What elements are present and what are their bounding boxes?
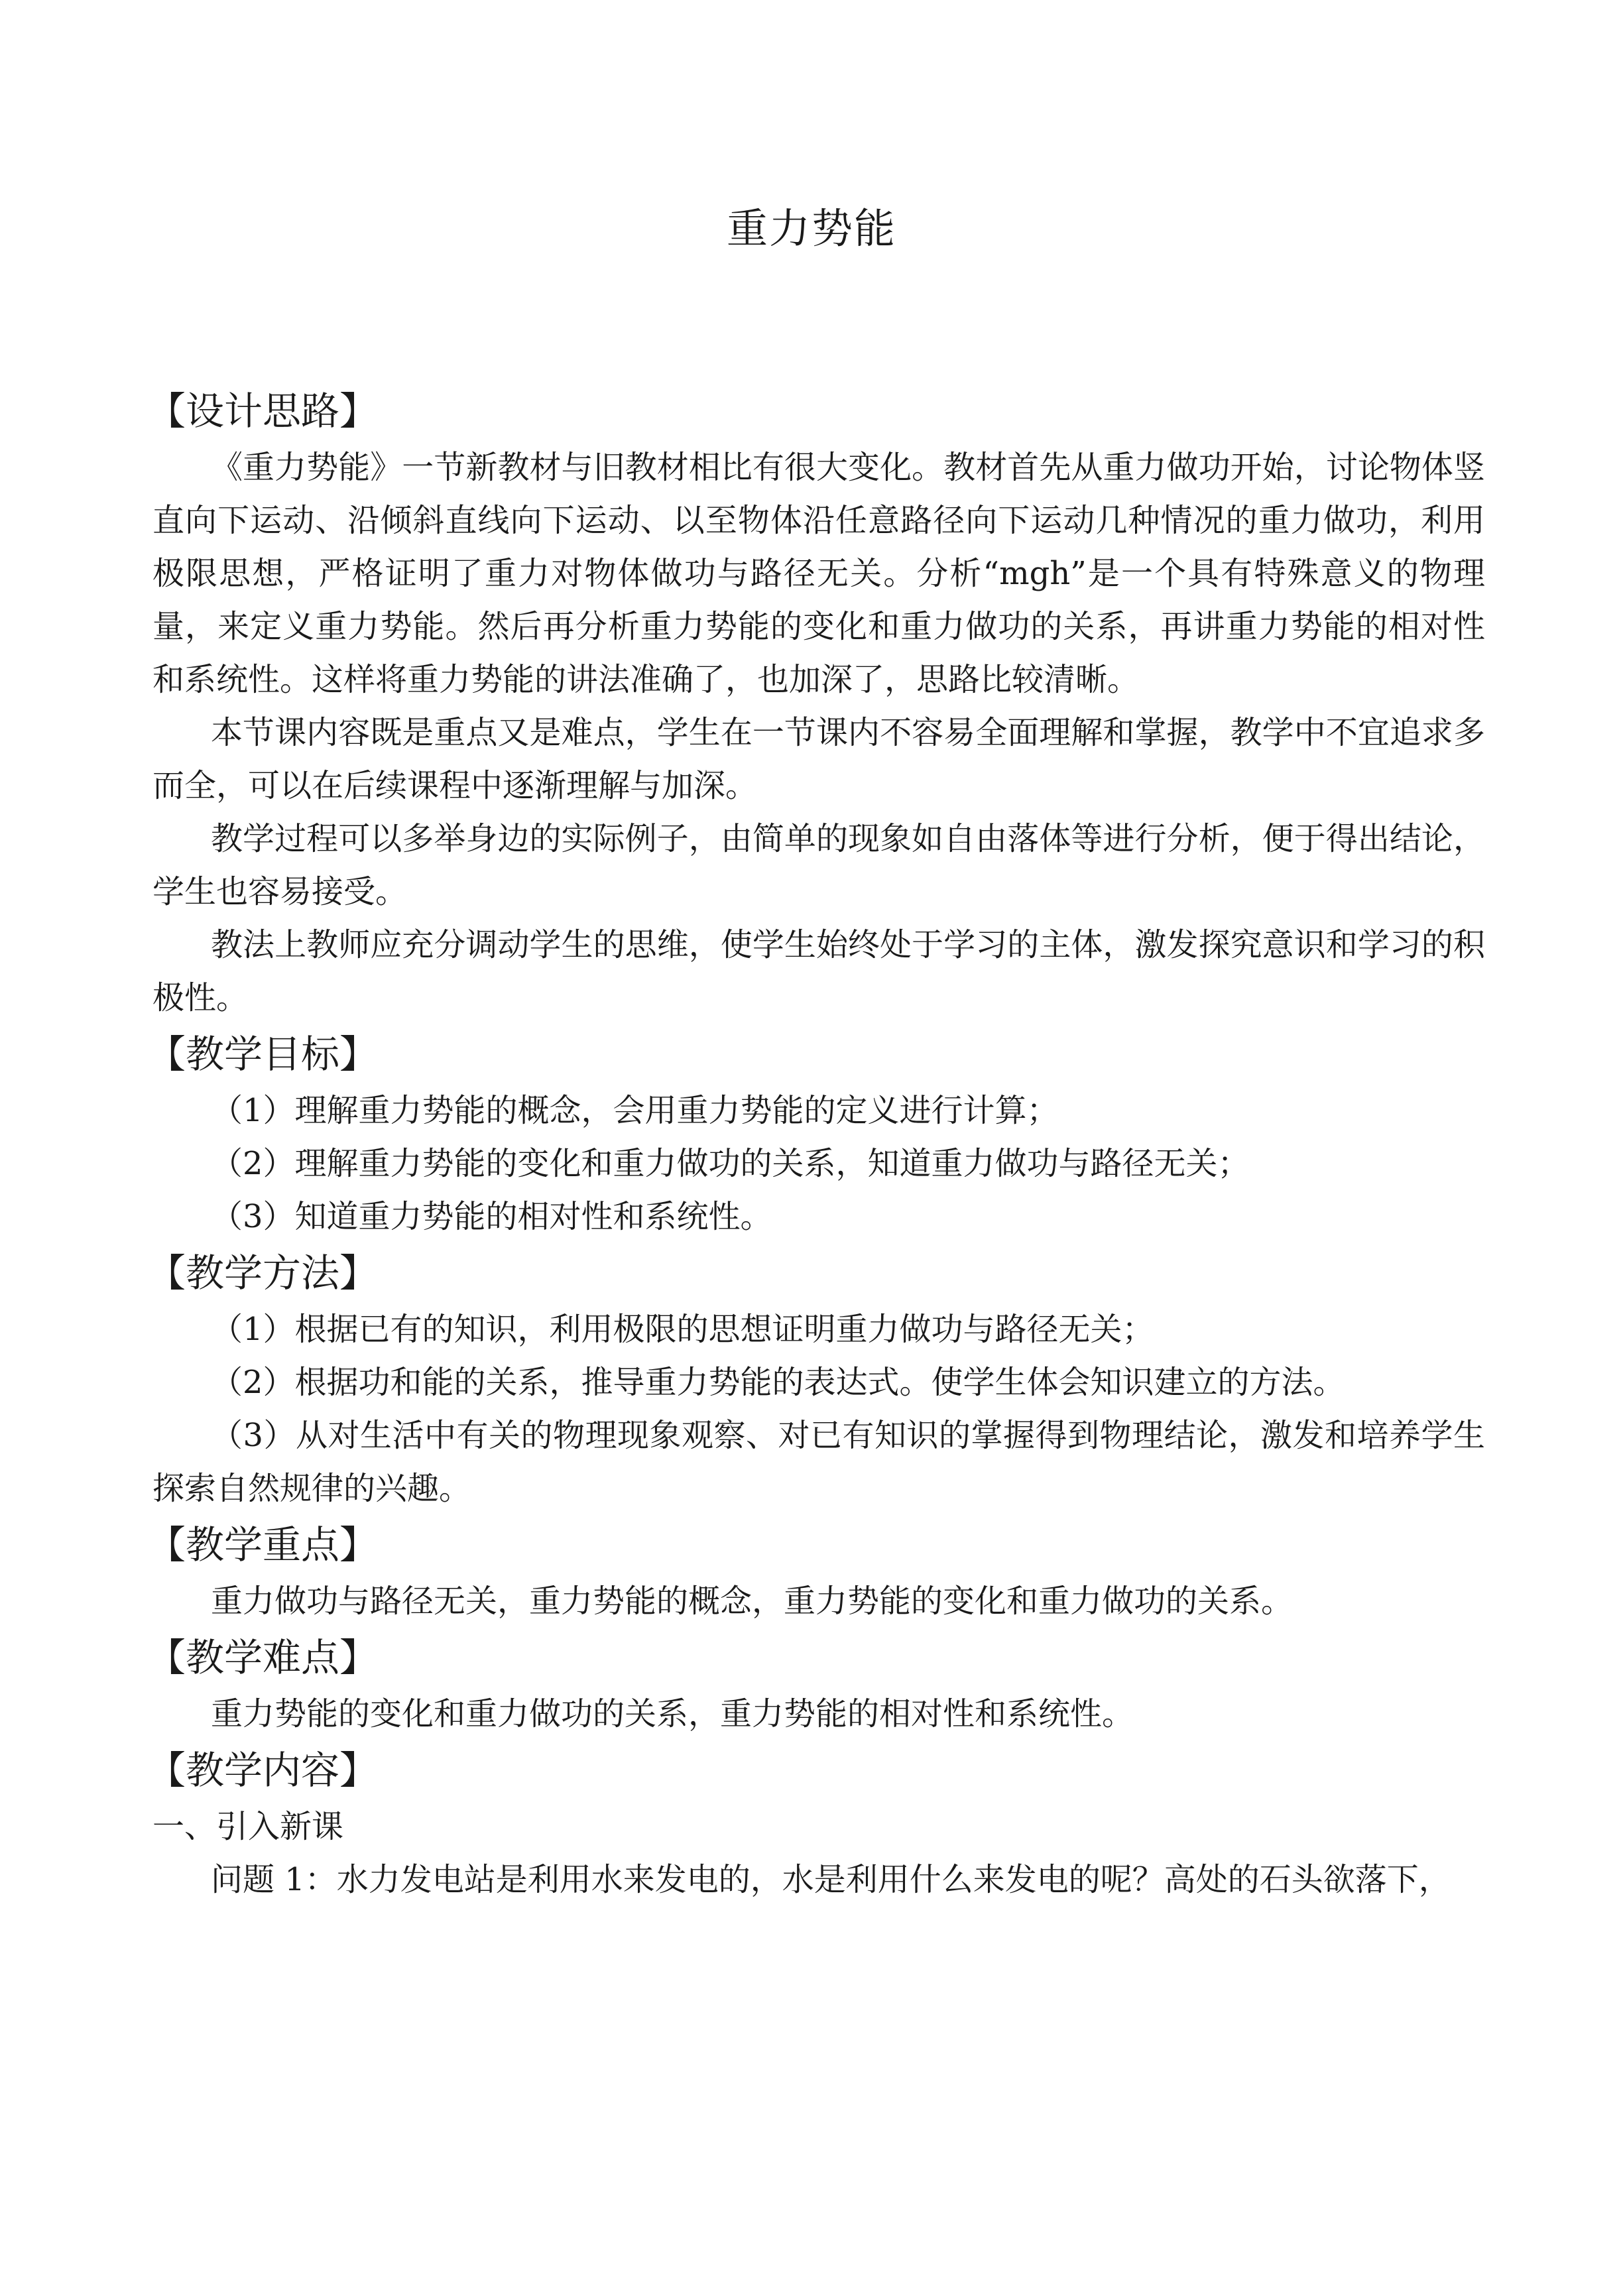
design-paragraph-1: 《重力势能》一节新教材与旧教材相比有很大变化。教材首先从重力做功开始，讨论物体竖直向下运动、沿倾斜直线向下运动、以至物体沿任意路径向下运动几种情况的重力做功，利用极限思想，严格证明了重力对物体做功与路径无关。分析“mgh”是一个具有特殊意义的物理量，来定义重力势能。然后再分析重力势能的变化和重力做功的关系，再讲重力势能的相对性和系统性。这样将重力势能的讲法准确了，也加深了，思路比较清晰。 <box>152 449 1485 698</box>
section-heading-key-points: 【教学重点】 <box>147 1522 379 1567</box>
section-heading-methods: 【教学方法】 <box>147 1250 379 1296</box>
design-paragraph-3: 教学过程可以多举身边的实际例子，由简单的现象如自由落体等进行分析，便于得出结论，学生也容易接受。 <box>152 820 1485 910</box>
goal-item-3: （3）知道重力势能的相对性和系统性。 <box>211 1198 772 1235</box>
goal-item-2: （2）理解重力势能的变化和重力做功的关系，知道重力做功与路径无关； <box>211 1145 1250 1182</box>
design-paragraph-4: 教法上教师应充分调动学生的思维，使学生始终处于学习的主体，激发探究意识和学习的积极性。 <box>152 926 1485 1016</box>
section-heading-content: 【教学内容】 <box>147 1748 379 1793</box>
design-paragraph-2: 本节课内容既是重点又是难点，学生在一节课内不容易全面理解和掌握，教学中不宜追求多而全，可以在后续课程中逐渐理解与加深。 <box>152 714 1485 804</box>
content-subheading: 一、引入新课 <box>152 1808 344 1845</box>
key-points-text: 重力做功与路径无关，重力势能的概念，重力势能的变化和重力做功的关系。 <box>211 1583 1293 1620</box>
content-question-1: 问题 1：水力发电站是利用水来发电的，水是利用什么来发电的呢？高处的石头欲落下， <box>211 1861 1451 1898</box>
section-heading-goals: 【教学目标】 <box>147 1032 379 1077</box>
document-title: 重力势能 <box>726 204 896 253</box>
method-item-2: （2）根据功和能的关系，推导重力势能的表达式。使学生体会知识建立的方法。 <box>211 1364 1345 1401</box>
section-heading-difficulties: 【教学难点】 <box>147 1635 379 1680</box>
method-item-3: （3）从对生活中有关的物理现象观察、对已有知识的掌握得到物理结论，激发和培养学生探索自然规律的兴趣。 <box>152 1417 1485 1507</box>
document-body <box>147 381 1485 1906</box>
method-item-1: （1）根据已有的知识，利用极限的思想证明重力做功与路径无关； <box>211 1311 1154 1348</box>
difficulties-text: 重力势能的变化和重力做功的关系，重力势能的相对性和系统性。 <box>211 1695 1134 1732</box>
section-heading-design: 【设计思路】 <box>147 389 379 434</box>
goal-item-1: （1）理解重力势能的概念，会用重力势能的定义进行计算； <box>211 1092 1059 1129</box>
